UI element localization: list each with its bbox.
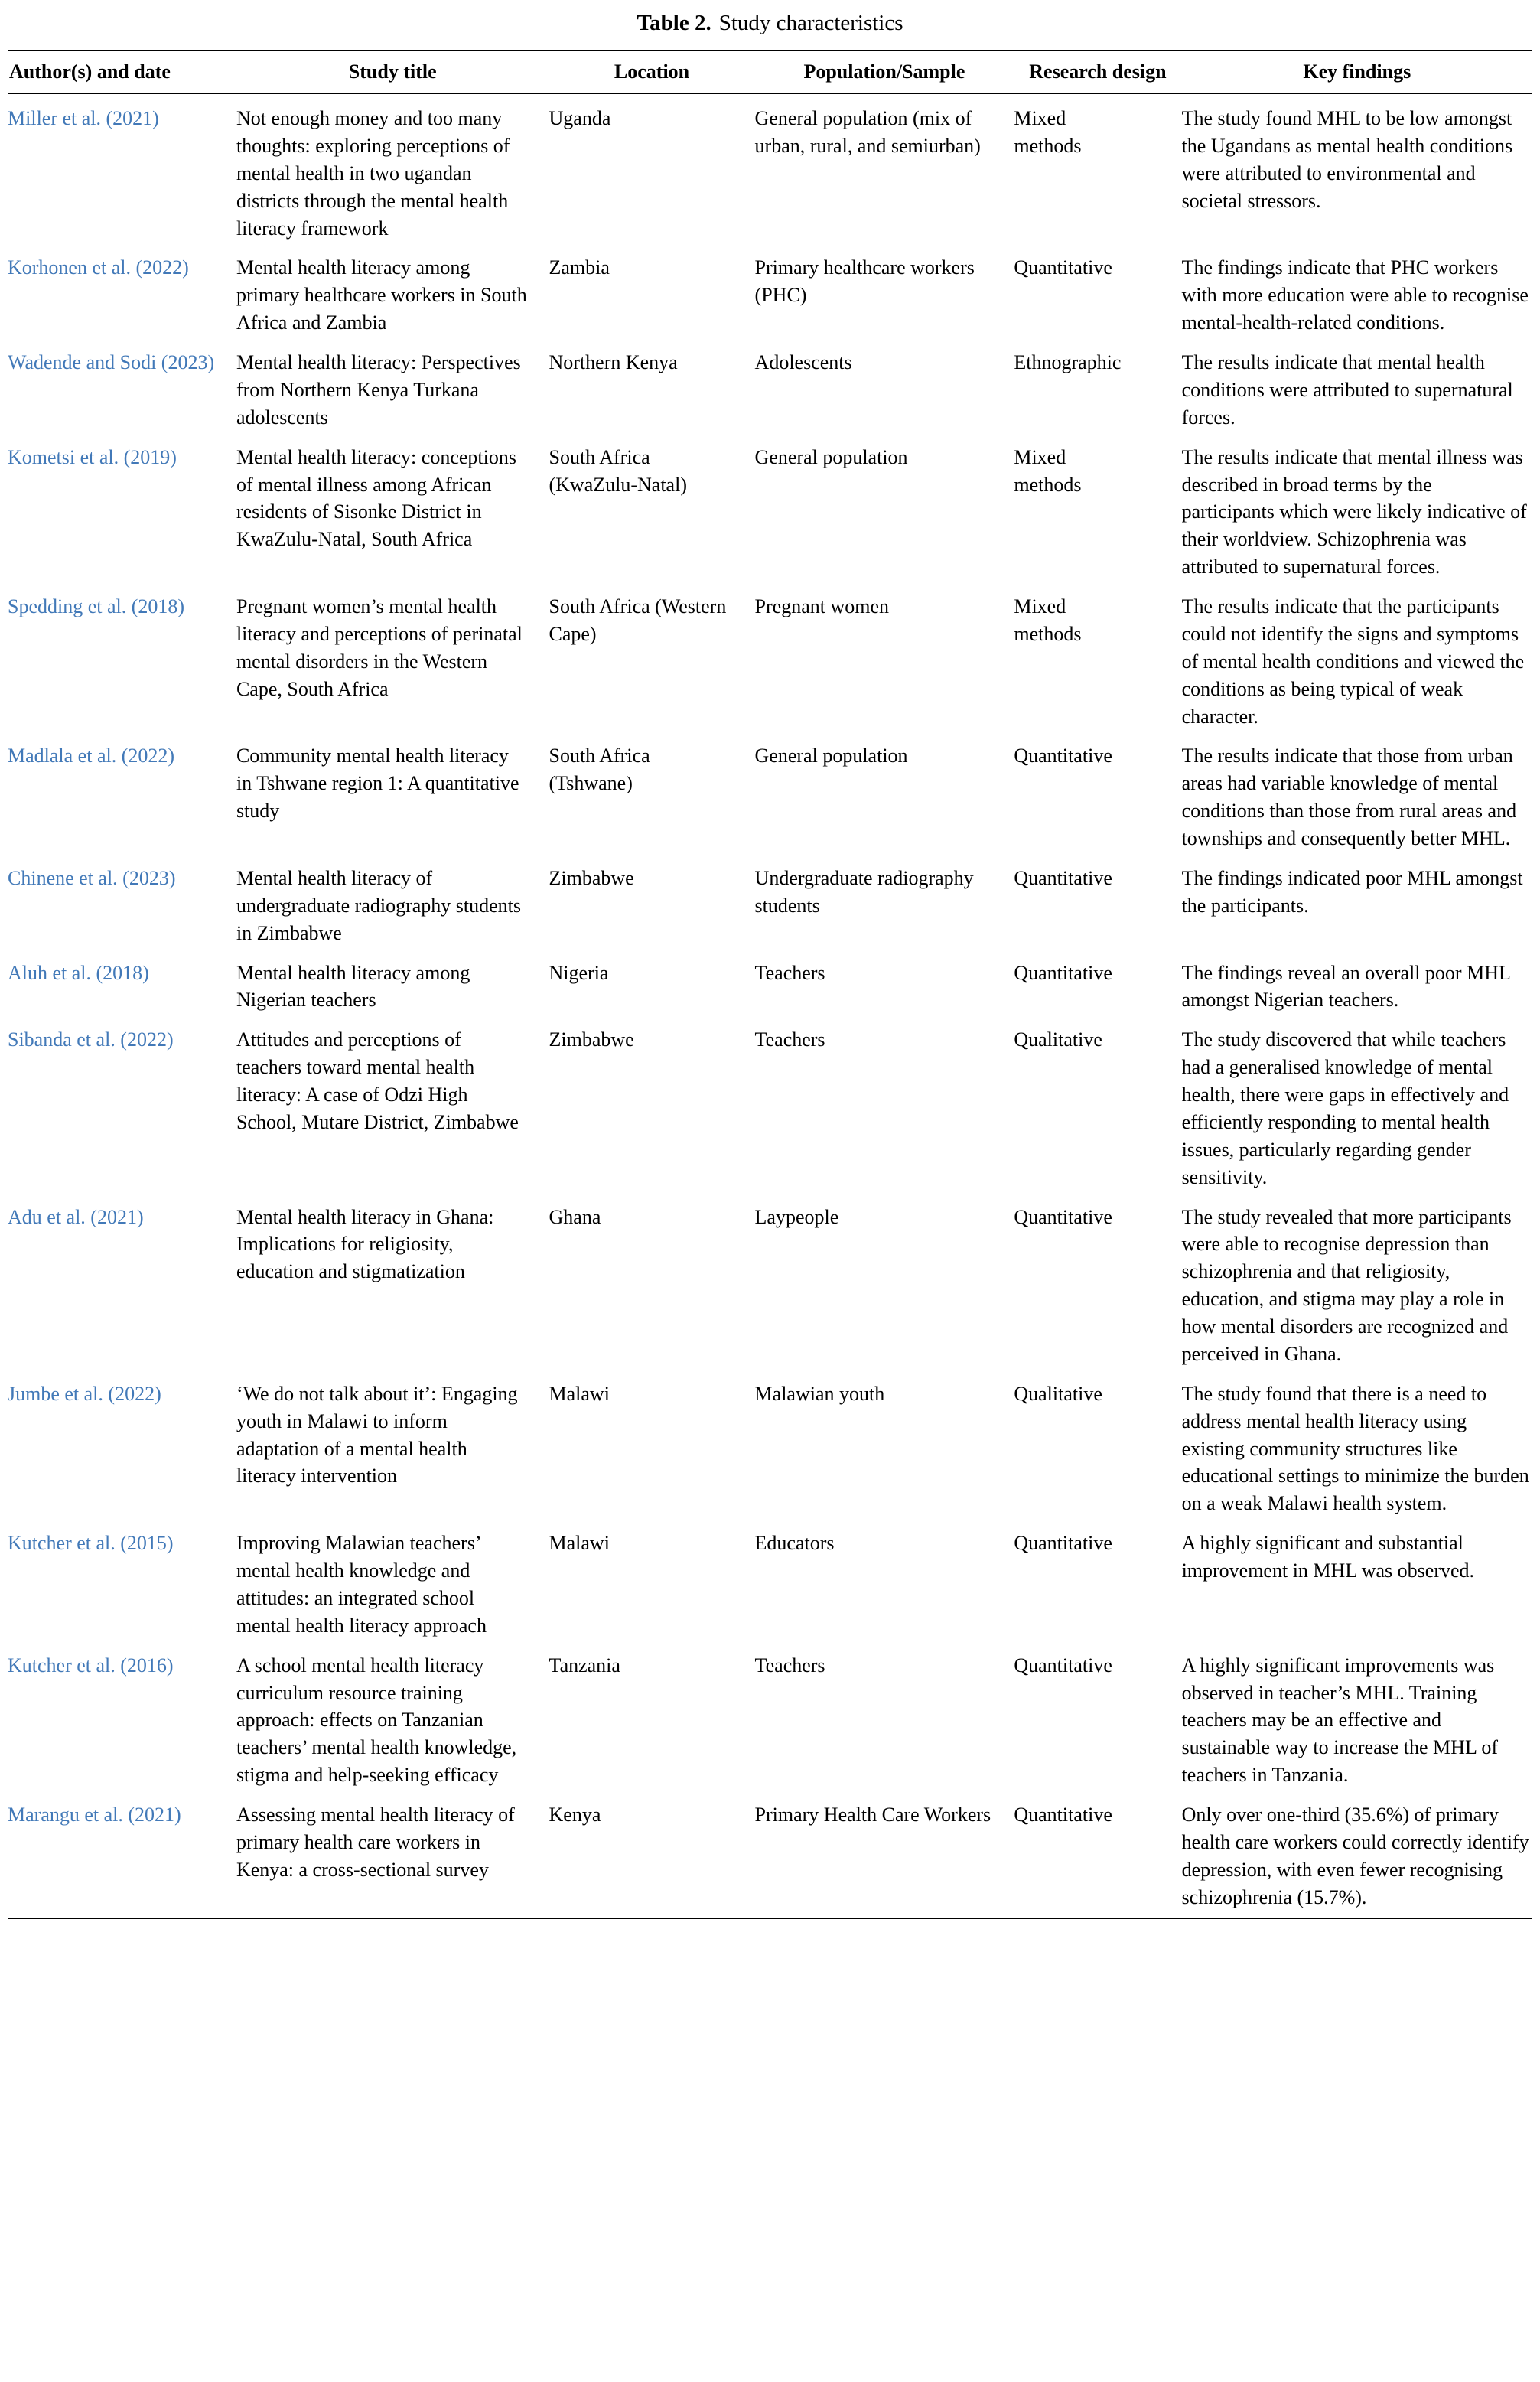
cell-study-title: Assessing mental health literacy of primary health care workers in Kenya: a cross-sectional survey <box>236 1804 515 1881</box>
cell-study-title: Not enough money and too many thoughts: exploring perceptions of mental health in two ugandan districts through the mental health literacy framework <box>236 107 510 240</box>
cell-research-design: Mixed methods <box>1014 445 1082 496</box>
cell-author-date[interactable]: Kutcher et al. (2015) <box>8 1532 174 1555</box>
cell-location: South Africa (Tshwane) <box>549 745 650 795</box>
cell-location: Uganda <box>549 107 611 129</box>
cell-author-date[interactable]: Korhonen et al. (2022) <box>8 256 189 279</box>
cell-author-date[interactable]: Kometsi et al. (2019) <box>8 445 177 468</box>
cell-study-title: Mental health literacy among Nigerian teachers <box>236 961 470 1012</box>
cell-population-sample: Teachers <box>754 1654 825 1677</box>
cell-research-design: Quantitative <box>1014 866 1112 889</box>
cell-population-sample: Educators <box>754 1532 835 1555</box>
cell-study-title: Mental health literacy: conceptions of mental illness among African residents of Sisonke District in KwaZulu-Natal, South Africa <box>236 445 516 551</box>
cell-study-title: Mental health literacy of undergraduate radiography students in Zimbabwe <box>236 866 522 944</box>
table-row <box>8 953 1532 1021</box>
cell-population-sample: General population <box>754 445 908 468</box>
cell-research-design: Quantitative <box>1014 1654 1112 1677</box>
cell-key-findings: The study revealed that more participants were able to recognise depression than schizophrenia and that religiosity, education, and stigma may play a role in how mental disorders are recognized and perceived in Ghana. <box>1181 1205 1512 1365</box>
table-row <box>8 736 1532 859</box>
cell-author-date[interactable]: Kutcher et al. (2016) <box>8 1654 174 1677</box>
cell-location: Northern Kenya <box>549 351 678 373</box>
cell-research-design: Quantitative <box>1014 1205 1112 1228</box>
table-row <box>8 1646 1532 1795</box>
cell-author-date[interactable]: Chinene et al. (2023) <box>8 866 176 889</box>
cell-population-sample: Malawian youth <box>754 1382 885 1405</box>
table-row <box>8 93 1532 248</box>
cell-key-findings: The findings reveal an overall poor MHL amongst Nigerian teachers. <box>1181 961 1510 1012</box>
table-row <box>8 1374 1532 1523</box>
cell-research-design: Quantitative <box>1014 1532 1112 1555</box>
cell-population-sample: General population (mix of urban, rural, and semiurban) <box>754 107 981 157</box>
table-caption-label: Table 2. <box>637 11 711 35</box>
table-row <box>8 859 1532 953</box>
cell-location: Malawi <box>549 1382 610 1405</box>
table-header-row <box>8 51 1532 93</box>
cell-key-findings: The results indicate that those from urban areas had variable knowledge of mental conditions than those from rural areas and townships and consequently better MHL. <box>1181 745 1517 849</box>
cell-author-date[interactable]: Jumbe et al. (2022) <box>8 1382 161 1405</box>
cell-location: Zimbabwe <box>549 866 634 889</box>
cell-population-sample: General population <box>754 745 908 767</box>
table-caption-text: Study characteristics <box>718 11 903 35</box>
cell-population-sample: Laypeople <box>754 1205 839 1228</box>
cell-key-findings: The study found that there is a need to address mental health literacy using existing community structures like educational settings to minimize the burden on a weak Malawi health system. <box>1181 1382 1529 1515</box>
table-row <box>8 343 1532 438</box>
cell-author-date[interactable]: Sibanda et al. (2022) <box>8 1028 174 1051</box>
cell-author-date[interactable]: Aluh et al. (2018) <box>8 961 149 984</box>
cell-key-findings: The results indicate that the participants could not identify the signs and symptoms of mental health conditions and viewed the conditions as being typical of weak character. <box>1181 595 1525 728</box>
cell-author-date[interactable]: Marangu et al. (2021) <box>8 1804 181 1826</box>
cell-research-design: Quantitative <box>1014 1804 1112 1826</box>
cell-population-sample: Adolescents <box>754 351 852 373</box>
cell-study-title: Pregnant women’s mental health literacy and perceptions of perinatal mental disorders in the Western Cape, South Africa <box>236 595 523 700</box>
cell-key-findings: The study discovered that while teachers had a generalised knowledge of mental health, there were gaps in effectively and efficiently responding to mental health issues, particularly regarding gender sensitivity. <box>1181 1028 1509 1188</box>
cell-location: South Africa (Western Cape) <box>549 595 727 645</box>
cell-author-date[interactable]: Miller et al. (2021) <box>8 107 159 129</box>
cell-author-date[interactable]: Wadende and Sodi (2023) <box>8 351 215 373</box>
cell-location: Kenya <box>549 1804 601 1826</box>
cell-research-design: Qualitative <box>1014 1382 1102 1405</box>
table-row <box>8 587 1532 736</box>
table-row <box>8 1523 1532 1646</box>
cell-population-sample: Primary healthcare workers (PHC) <box>754 256 975 307</box>
cell-location: Malawi <box>549 1532 610 1555</box>
cell-key-findings: The results indicate that mental illness was described in broad terms by the participants which were likely indicative of their worldview. Schizophrenia was attributed to supernatural forces. <box>1181 445 1527 578</box>
table-body <box>8 93 1532 1918</box>
cell-author-date[interactable]: Madlala et al. (2022) <box>8 745 175 767</box>
cell-population-sample: Undergraduate radiography students <box>754 866 974 917</box>
cell-location: South Africa (KwaZulu-Natal) <box>549 445 687 496</box>
cell-population-sample: Teachers <box>754 1028 825 1051</box>
cell-key-findings: A highly significant and substantial improvement in MHL was observed. <box>1181 1532 1475 1582</box>
cell-population-sample: Pregnant women <box>754 595 890 617</box>
cell-research-design: Ethnographic <box>1014 351 1122 373</box>
cell-key-findings: The findings indicate that PHC workers with more education were able to recognise mental-health-related conditions. <box>1181 256 1529 334</box>
column-header-study-title: Study title <box>236 51 549 93</box>
table-header <box>8 51 1532 93</box>
cell-population-sample: Teachers <box>754 961 825 984</box>
cell-location: Zambia <box>549 256 610 279</box>
cell-study-title: Mental health literacy: Perspectives from Northern Kenya Turkana adolescents <box>236 351 521 428</box>
cell-study-title: Improving Malawian teachers’ mental health knowledge and attitudes: an integrated school mental health literacy approach <box>236 1532 487 1637</box>
cell-population-sample: Primary Health Care Workers <box>754 1804 991 1826</box>
table-row <box>8 438 1532 587</box>
column-header-research-design: Research design <box>1014 51 1181 93</box>
cell-author-date[interactable]: Spedding et al. (2018) <box>8 595 185 617</box>
cell-location: Tanzania <box>549 1654 620 1677</box>
cell-location: Zimbabwe <box>549 1028 634 1051</box>
table-row <box>8 248 1532 343</box>
cell-key-findings: Only over one-third (35.6%) of primary health care workers could correctly identify depression, with even fewer recognising schizophrenia (15.7%). <box>1181 1804 1529 1908</box>
cell-study-title: Community mental health literacy in Tshwane region 1: A quantitative study <box>236 745 519 823</box>
cell-research-design: Quantitative <box>1014 745 1112 767</box>
cell-study-title: Mental health literacy among primary healthcare workers in South Africa and Zambia <box>236 256 527 334</box>
cell-location: Nigeria <box>549 961 609 984</box>
cell-key-findings: The results indicate that mental health conditions were attributed to supernatural forces. <box>1181 351 1513 428</box>
column-header-author-date: Author(s) and date <box>8 51 236 93</box>
table-row <box>8 1020 1532 1197</box>
cell-study-title: ‘We do not talk about it’: Engaging youth in Malawi to inform adaptation of a mental health literacy intervention <box>236 1382 518 1488</box>
column-header-population-sample: Population/Sample <box>755 51 1014 93</box>
cell-study-title: Mental health literacy in Ghana: Implications for religiosity, education and stigmatization <box>236 1205 494 1283</box>
cell-research-design: Mixed methods <box>1014 107 1082 157</box>
cell-key-findings: The study found MHL to be low amongst the Ugandans as mental health conditions were attributed to environmental and societal stressors. <box>1181 107 1513 212</box>
table-caption <box>8 11 1532 36</box>
cell-key-findings: The findings indicated poor MHL amongst the participants. <box>1181 866 1523 917</box>
column-header-location: Location <box>549 51 755 93</box>
cell-key-findings: A highly significant improvements was observed in teacher’s MHL. Training teachers may be an effective and sustainable way to increase the MHL of teachers in Tanzania. <box>1181 1654 1499 1787</box>
cell-research-design: Quantitative <box>1014 256 1112 279</box>
cell-location: Ghana <box>549 1205 601 1228</box>
cell-research-design: Mixed methods <box>1014 595 1082 645</box>
cell-research-design: Quantitative <box>1014 961 1112 984</box>
column-header-key-findings: Key findings <box>1182 51 1532 93</box>
cell-study-title: A school mental health literacy curriculum resource training approach: effects on Tanzanian teachers’ mental health knowledge, stigma and help-seeking efficacy <box>236 1654 517 1787</box>
table-row <box>8 1795 1532 1918</box>
study-characteristics-table <box>8 50 1532 1919</box>
cell-research-design: Qualitative <box>1014 1028 1102 1051</box>
table-row <box>8 1198 1532 1374</box>
cell-study-title: Attitudes and perceptions of teachers toward mental health literacy: A case of Odzi High School, Mutare District, Zimbabwe <box>236 1028 519 1133</box>
cell-author-date[interactable]: Adu et al. (2021) <box>8 1205 144 1228</box>
